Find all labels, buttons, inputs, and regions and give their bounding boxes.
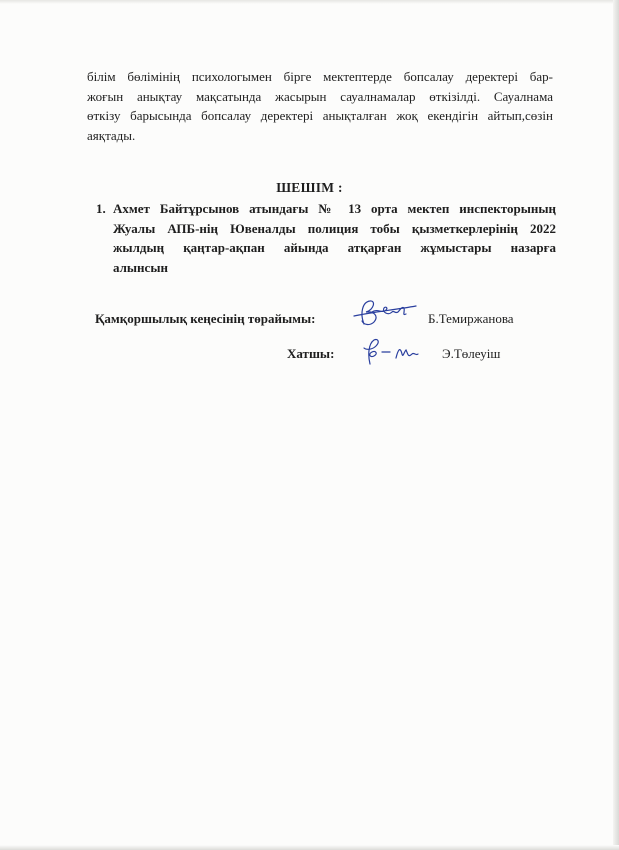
intro-line: аяқтады. (87, 127, 136, 143)
decision-line: алынсын (113, 259, 168, 275)
intro-line: өткізу барысында бопсалау деректері анықталған жоқ екендігін айтып,сөзін (87, 108, 553, 123)
decision-line: жылдың қаңтар-ақпан айында атқарған жұмыстары назарға (113, 240, 556, 255)
secretary-label: Хатшы: (287, 346, 335, 361)
chair-label: Қамқоршылық кеңесінің төрайымы: (95, 311, 316, 326)
chair-signature-mark (352, 296, 422, 330)
intro-paragraph (87, 67, 553, 145)
decision-line: Жуалы АПБ-нің Ювеналды полиция тобы қызметкерлерінің 2022 (113, 220, 556, 236)
decision-title: ШЕШІМ : (276, 180, 343, 195)
decision-line: Ахмет Байтұрсынов атындағы № 13 орта мектеп инспекторының (113, 201, 556, 216)
page-edge-top (0, 0, 619, 4)
intro-line: жоғын анықтау мақсатында жасырын сауалнамалар өткізілді. Сауалнама (87, 88, 553, 104)
decision-item (96, 199, 556, 277)
decision-item-number: 1. (96, 201, 106, 216)
intro-line: білім бөлімінің психологымен бірге мектептерде бопсалау деректері бар- (87, 69, 553, 84)
secretary-name: Э.Төлеуіш (442, 346, 501, 361)
decision-item-text (113, 199, 556, 277)
page-edge-bottom (0, 845, 619, 850)
page-edge-right (613, 0, 619, 850)
secretary-signature-mark (356, 334, 422, 368)
decision-list (96, 199, 556, 277)
chair-name: Б.Темиржанова (428, 311, 514, 326)
